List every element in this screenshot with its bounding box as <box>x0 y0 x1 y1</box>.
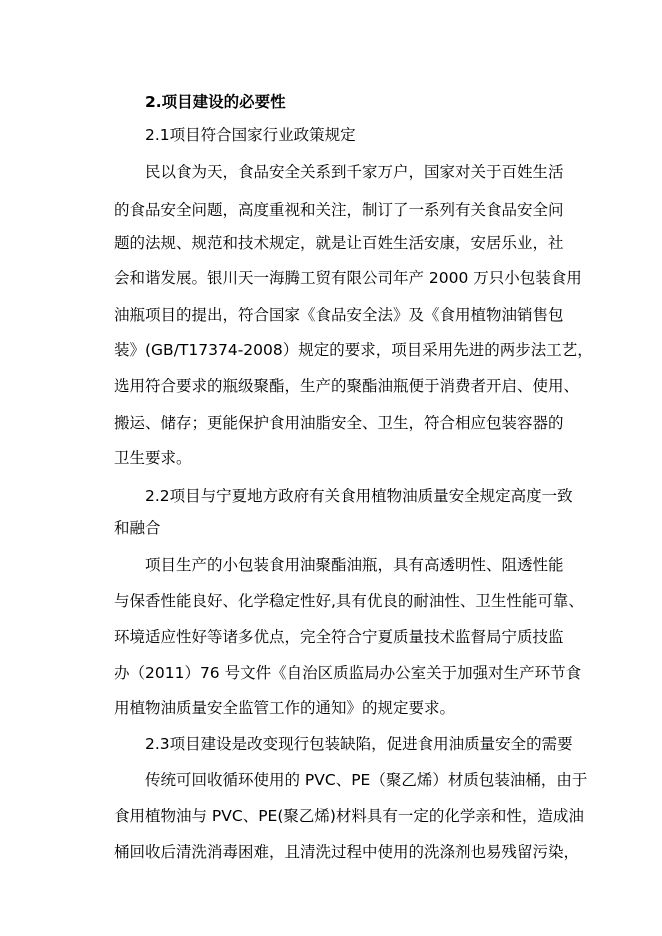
paragraph-line: 搬运、储存；更能保护食用油脂安全、卫生，符合相应包装容器的 <box>114 414 564 432</box>
paragraph-line: 民以食为天，食品安全关系到千家万户，国家对关于百姓生活 <box>145 163 564 181</box>
subsection-heading-2-3: 2.3项目建设是改变现行包装缺陷，促进食用油质量安全的需要 <box>145 735 573 753</box>
subsection-heading-2-2-line1: 2.2项目与宁夏地方政府有关食用植物油质量安全规定高度一致 <box>145 487 573 505</box>
paragraph-line: 环境适应性好等诸多优点，完全符合宁夏质量技术监督局宁质技监 <box>114 628 564 646</box>
paragraph-line: 装》(GB/T17374-2008）规定的要求，项目采用先进的两步法工艺， <box>114 341 593 359</box>
paragraph-line: 会和谐发展。银川天一海腾工贸有限公司年产 2000 万只小包装食用 <box>114 269 582 287</box>
subsection-heading-2-1: 2.1项目符合国家行业政策规定 <box>145 126 356 144</box>
paragraph-line: 办（2011）76 号文件《自治区质监局办公室关于加强对生产环节食 <box>114 664 582 682</box>
paragraph-line: 题的法规、规范和技术规定，就是让百姓生活安康，安居乐业，社 <box>114 234 564 252</box>
paragraph-line: 与保香性能良好、化学稳定性好,具有优良的耐油性、卫生性能可靠、 <box>114 592 584 610</box>
subsection-heading-2-2-line2: 和融合 <box>114 519 161 537</box>
paragraph-line: 项目生产的小包装食用油聚酯油瓶，具有高透明性、阻透性能 <box>145 556 564 574</box>
paragraph-line: 食用植物油与 PVC、PE(聚乙烯)材料具有一定的化学亲和性，造成油 <box>114 807 584 825</box>
paragraph-line: 卫生要求。 <box>114 449 192 467</box>
section-heading: 2.项目建设的必要性 <box>145 93 286 111</box>
paragraph-line: 桶回收后清洗消毒困难，且清洗过程中使用的洗涤剂也易残留污染， <box>114 843 580 861</box>
paragraph-line: 用植物油质量安全监管工作的通知》的规定要求。 <box>114 699 456 717</box>
paragraph-line: 选用符合要求的瓶级聚酯，生产的聚酯油瓶便于消费者开启、使用、 <box>114 377 580 395</box>
paragraph-line: 油瓶项目的提出，符合国家《食品安全法》及《食用植物油销售包 <box>114 306 564 324</box>
paragraph-line: 传统可回收循环使用的 PVC、PE（聚乙烯）材质包装油桶，由于 <box>145 771 588 789</box>
paragraph-line: 的食品安全问题，高度重视和关注，制订了一系列有关食品安全问 <box>114 201 564 219</box>
